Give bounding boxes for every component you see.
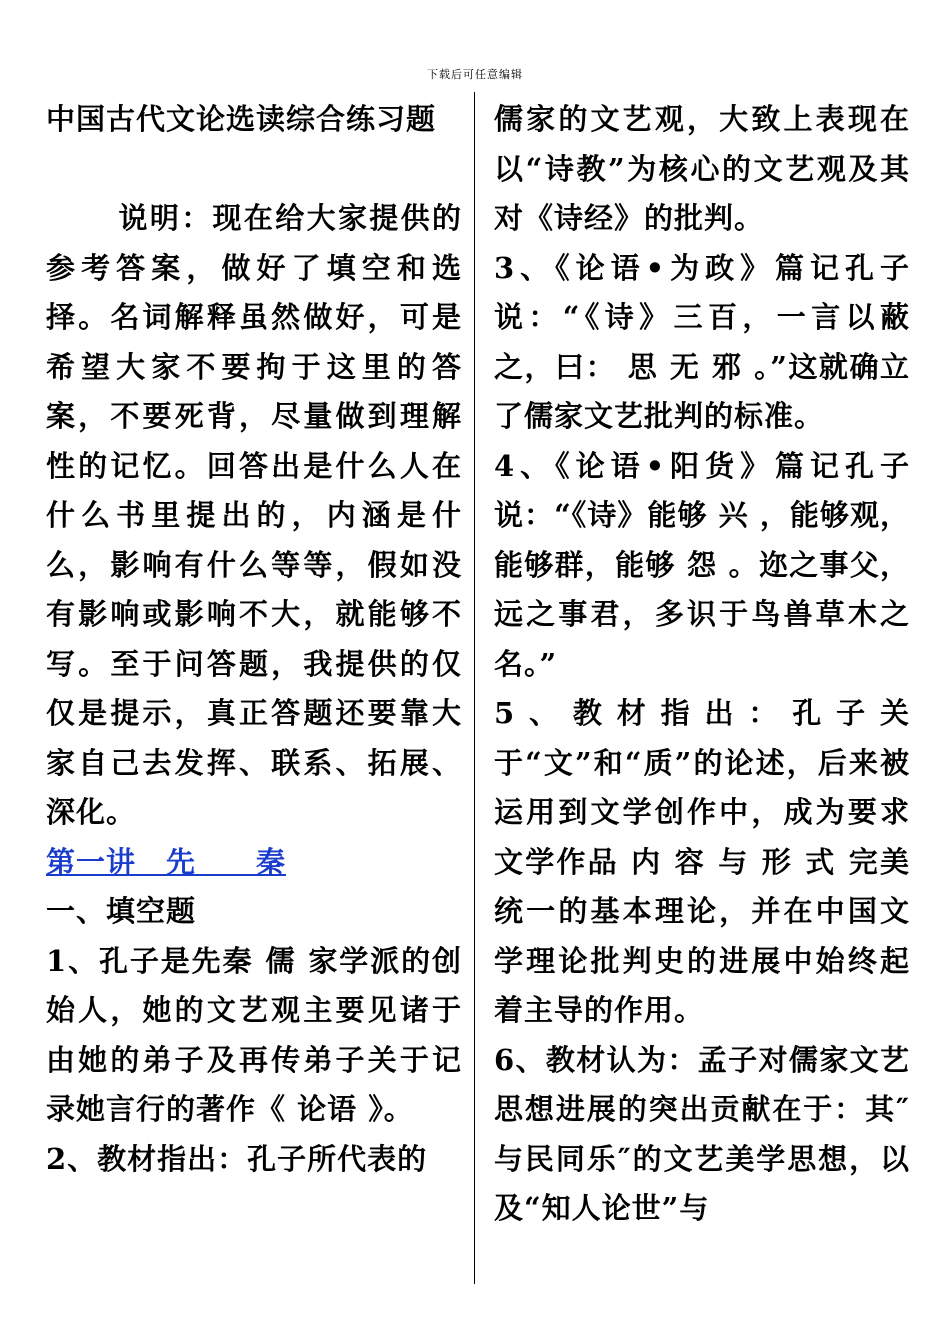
right-column (494, 95, 910, 1234)
question-6-start: 6、教材认为：孟子对儒家文艺思想进展的突出贡献在于：其″与民同乐″的文艺美学思想，以及“知人论世”与 (494, 1042, 910, 1225)
chapter-heading (46, 838, 462, 888)
question-4: 4、《论语•阳货》篇记孔子说：“《诗》能够 兴 ，能够观，能够群，能够 怨 。迩之事父，远之事君，多识于鸟兽草木之名。” (494, 448, 910, 681)
question-2-start: 2、教材指出：孔子所代表的 (46, 1141, 428, 1176)
question-2-continued: 儒家的文艺观，大致上表现在以“诗教”为核心的文艺观及其对《诗经》的批判。 (494, 102, 910, 235)
page-header-note: 下载后可任意编辑 (427, 68, 523, 81)
blank-line (46, 145, 462, 195)
document-title: 中国古代文论选读综合练习题 (46, 102, 437, 136)
left-column (46, 95, 462, 1184)
section-heading-fill-blank: 一、填空题 (46, 894, 197, 928)
column-divider (474, 92, 475, 1284)
chapter-link-first-lecture[interactable]: 第一讲 先 秦 (46, 844, 287, 879)
question-5: 5、教材指出：孔子关于“文”和“质”的论述，后来被运用到文学创作中，成为要求文学作品 内 容 与 形 式 完美统一的基本理论，并在中国文学理论批判史的进展中始终起着主导的作用。 (494, 696, 910, 1027)
question-1: 1、孔子是先秦 儒 家学派的创始人，她的文艺观主要见诸于由她的弟子及再传弟子关于记录她言行的著作《 论语 》。 (46, 943, 462, 1126)
question-3: 3、《论语•为政》篇记孔子说：“《诗》三百，一言以蔽之，曰： 思 无 邪 。”这就确立了儒家文艺批判的标准。 (494, 250, 910, 433)
intro-paragraph: 说明：现在给大家提供的参考答案，做好了填空和选择。名词解释虽然做好，可是希望大家不要拘于这里的答案，不要死背，尽量做到理解性的记忆。回答出是什么人在什么书里提出的，内涵是什么，影响有什么等等，假如没有影响或影响不大，就能够不写。至于问答题，我提供的仅仅是提示，真正答题还要靠大家自己去发挥、联系、拓展、深化。 (46, 201, 462, 829)
